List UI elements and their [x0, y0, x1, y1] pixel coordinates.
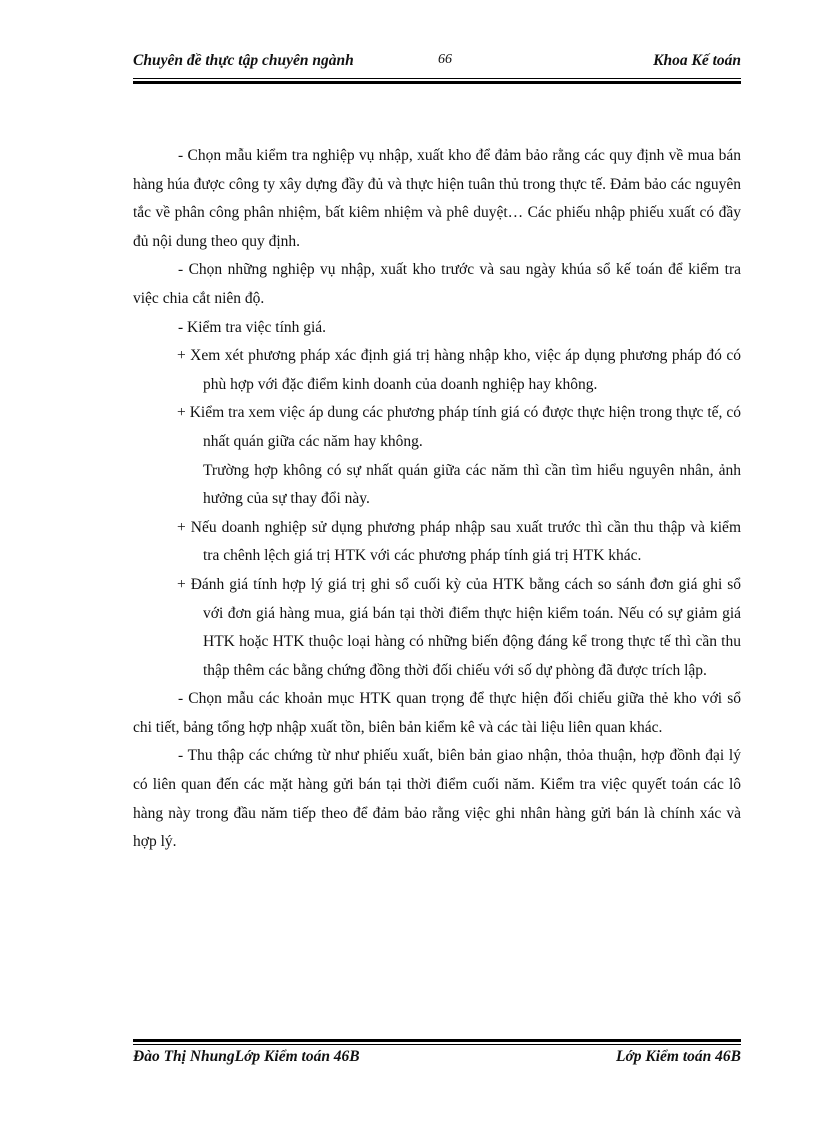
- paragraph: Trường hợp không có sự nhất quán giữa các năm thì cần tìm hiểu nguyên nhân, ảnh hưởng của sự thay đổi này.: [203, 461, 741, 508]
- paragraph: - Thu thập các chứng từ như phiếu xuất, biên bản giao nhận, thỏa thuận, hợp đồnh đại lý có liên quan đến các mặt hàng gửi bán tại thời điểm cuối năm. Kiểm tra việc quyết toán các lô hàng này trong đầu năm tiếp theo để đảm bảo rằng việc ghi nhân hàng gửi bán là chính xác và hợp lý.: [133, 747, 741, 851]
- footer-rule-thin: [133, 1044, 741, 1045]
- body-text: [133, 142, 741, 857]
- paragraph: - Chọn những nghiệp vụ nhập, xuất kho trước và sau ngày khúa sổ kế toán để kiểm tra việc chia cắt niên độ.: [133, 261, 741, 307]
- paragraph: - Kiểm tra việc tính giá.: [178, 318, 327, 336]
- paragraph: - Chọn mẫu các khoản mục HTK quan trọng để thực hiện đối chiếu giữa thẻ kho với sổ chi tiết, bảng tổng hợp nhập xuất tồn, biên bản kiểm kê và các tài liệu liên quan khác.: [133, 690, 741, 736]
- header-rule-thin: [133, 78, 741, 79]
- header-department: Khoa Kế toán: [653, 52, 741, 69]
- footer-rule-thick: [133, 1039, 741, 1042]
- page-number: 66: [438, 52, 452, 67]
- header-title: Chuyên đề thực tập chuyên ngành: [133, 52, 354, 69]
- footer-class: Lớp Kiểm toán 46B: [615, 1048, 741, 1065]
- header-rule-thick: [133, 81, 741, 84]
- paragraph: + Đánh giá tính hợp lý giá trị ghi sổ cuối kỳ của HTK bằng cách so sánh đơn giá ghi sổ với đơn giá hàng mua, giá bán tại thời điểm thực hiện kiểm toán. Nếu có sự giảm giá HTK hoặc HTK thuộc loại hàng có những biến động đáng kể trong thực tế thì cần thu thập thêm các bằng chứng đồng thời đối chiếu với số dự phòng đã được trích lập.: [177, 575, 741, 679]
- paragraph: + Xem xét phương pháp xác định giá trị hàng nhập kho, việc áp dụng phương pháp đó có phù hợp với đặc điểm kinh doanh của doanh nghiệp hay không.: [177, 347, 741, 393]
- paragraph: + Kiểm tra xem việc áp dung các phương pháp tính giá có được thực hiện trong thực tế, có nhất quán giữa các năm hay không.: [177, 404, 741, 450]
- paragraph: + Nếu doanh nghiệp sử dụng phương pháp nhập sau xuất trước thì cần thu thập và kiểm tra chênh lệch giá trị HTK với các phương pháp tính giá trị HTK khác.: [177, 518, 741, 565]
- paragraph: - Chọn mẫu kiểm tra nghiệp vụ nhập, xuất kho để đảm bảo rằng các quy định về mua bán hàng húa được công ty xây dựng đầy đủ và thực hiện tuân thủ trong thực tế. Đảm bảo các nguyên tắc về phân công phân nhiệm, bất kiêm nhiệm và phê duyệt… Các phiếu nhập phiếu xuất có đầy đủ nội dung theo quy định.: [133, 147, 741, 250]
- footer-author: Đào Thị NhungLớp Kiểm toán 46B: [133, 1048, 360, 1065]
- page-footer: [133, 1048, 741, 1072]
- page-header: [133, 52, 741, 76]
